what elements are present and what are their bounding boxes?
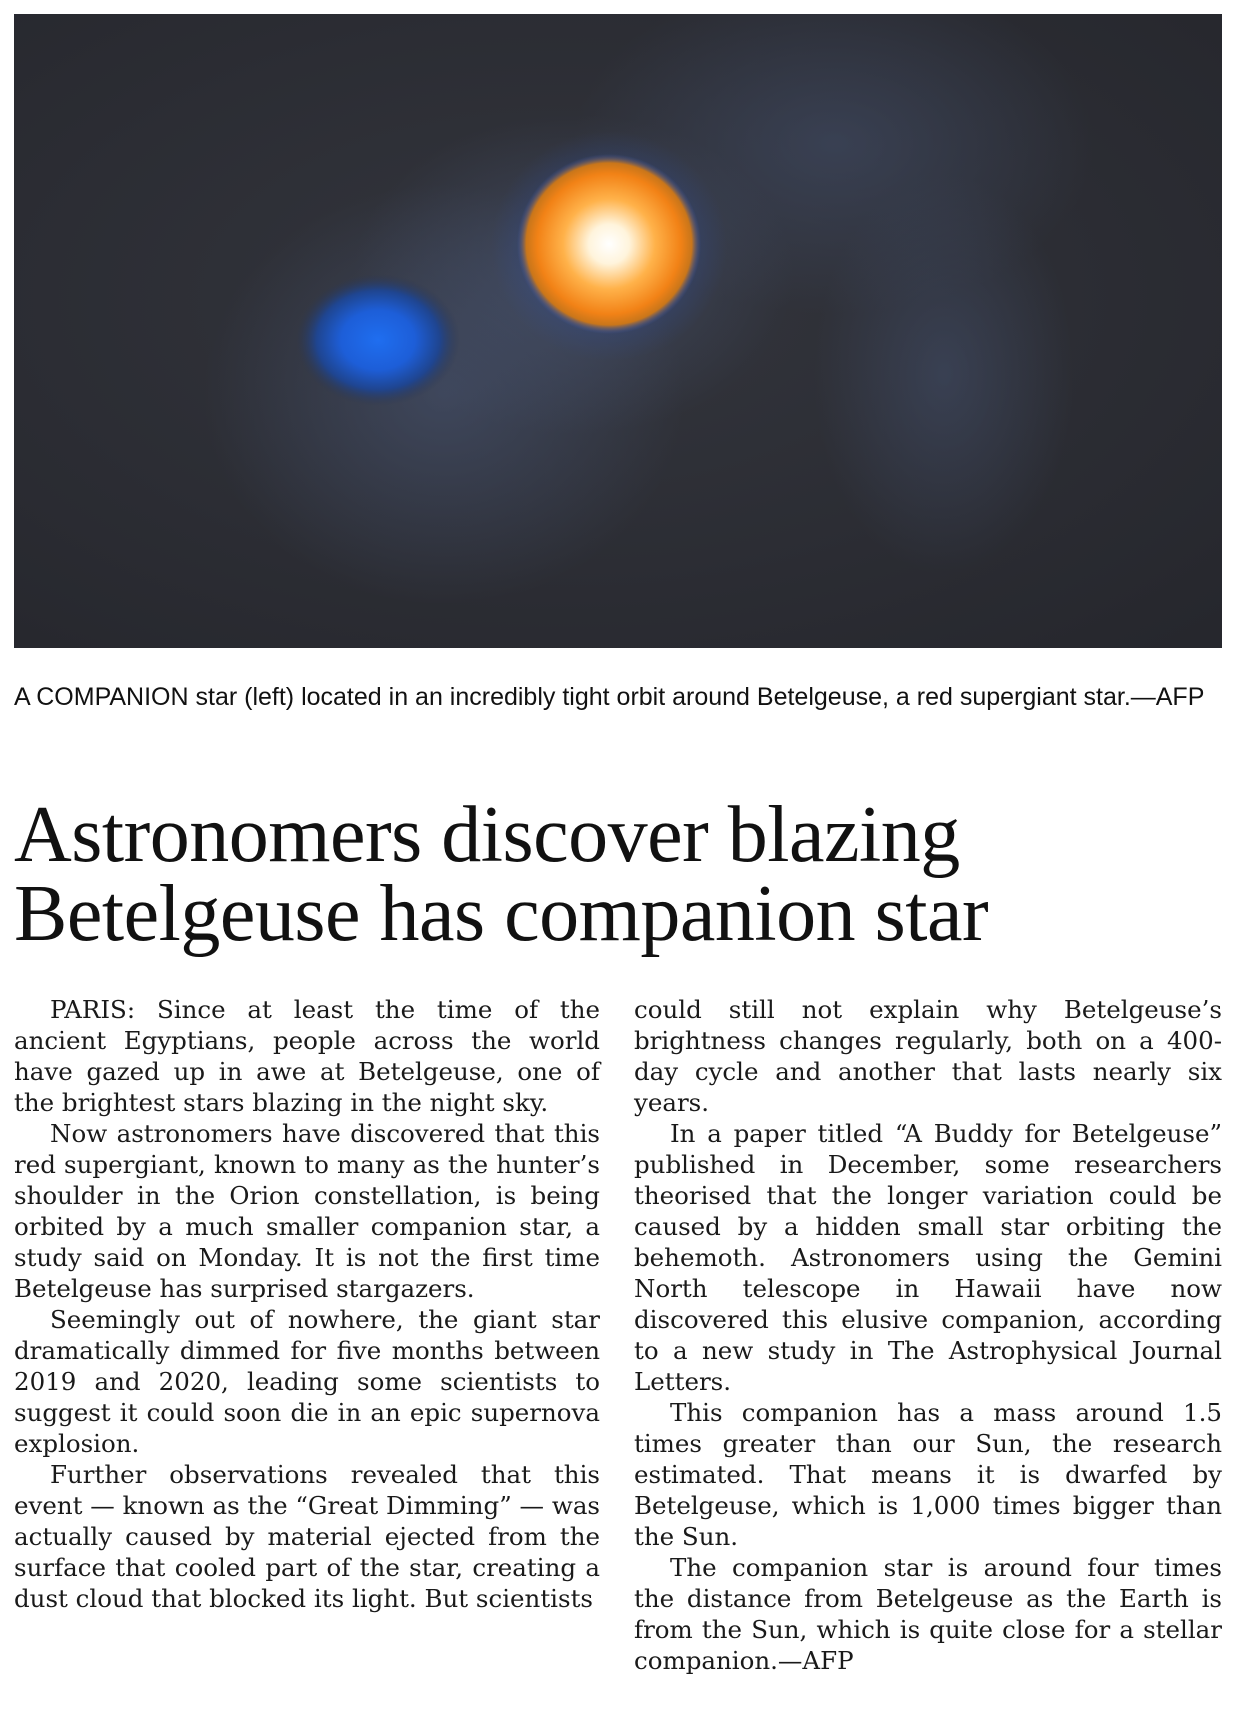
- star-photo-svg: [14, 14, 1222, 648]
- article-paragraph: could still not explain why Betelgeuse’s brightness changes regularly, both on a 400-day cycle and another that lasts nearly six years.: [634, 995, 1222, 1117]
- headline-line-1: Astronomers discover blazing: [14, 791, 960, 879]
- betelgeuse-companion-star-image: [14, 14, 1222, 648]
- headline-line-2: Betelgeuse has companion star: [14, 870, 989, 958]
- article-column-left: [14, 994, 600, 1614]
- photo-caption: A COMPANION star (left) located in an incredibly tight orbit around Betelgeuse, a red supergiant star.—AFP: [14, 683, 1205, 711]
- article-paragraph: PARIS: Since at least the time of the ancient Egyptians, people across the world have gazed up in awe at Betelgeuse, one of the brightest stars blazing in the night sky.: [14, 995, 600, 1117]
- article-column-right: [634, 994, 1222, 1676]
- article-paragraph: Now astronomers have discovered that this red supergiant, known to many as the hunter’s shoulder in the Orion constellation, is being orbited by a much smaller companion star, a study said on Monday. It is not the first time Betelgeuse has surprised stargazers.: [14, 1119, 600, 1303]
- article-paragraph: Seemingly out of nowhere, the giant star dramatically dimmed for five months between 2019 and 2020, leading some scientists to suggest it could soon die in an epic supernova explosion.: [14, 1305, 600, 1458]
- article-paragraph: The companion star is around four times the distance from Betelgeuse as the Earth is from the Sun, which is quite close for a stellar companion.—AFP: [634, 1553, 1222, 1675]
- article-paragraph: In a paper titled “A Buddy for Betelgeuse” published in December, some researchers theorised that the longer variation could be caused by a hidden small star orbiting the behemoth. Astronomers using the Gemini North telescope in Hawaii have now discovered this elusive companion, according to a new study in The Astrophysical Journal Letters.: [634, 1119, 1222, 1396]
- article-paragraph: This companion has a mass around 1.5 times greater than our Sun, the research estimated. That means it is dwarfed by Betelgeuse, which is 1,000 times bigger than the Sun.: [634, 1398, 1222, 1551]
- headline: [14, 791, 1222, 958]
- article-paragraph: Further observations revealed that this event — known as the “Great Dimming” — was actually caused by material ejected from the surface that cooled part of the star, creating a dust cloud that blocked its light. But scientists: [14, 1460, 600, 1613]
